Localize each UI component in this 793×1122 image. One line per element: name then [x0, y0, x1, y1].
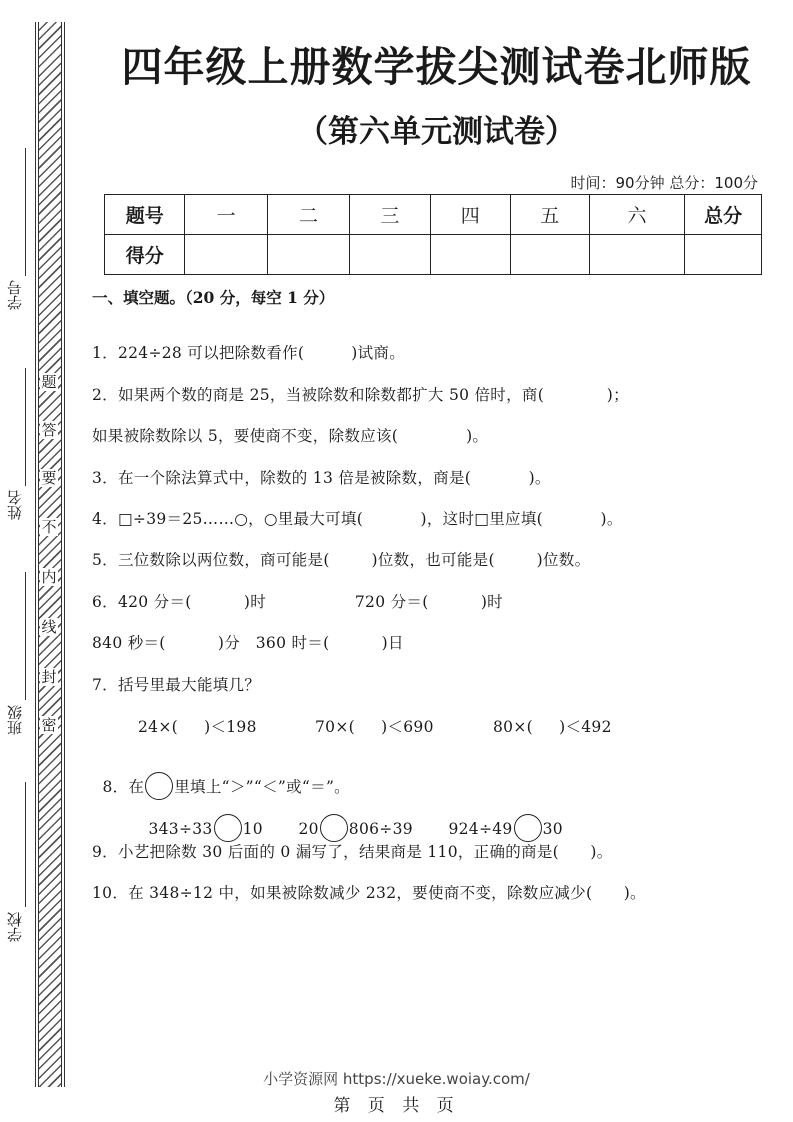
question-2-line-2: 如果被除数除以 5，要使商不变，除数应该( )。	[92, 427, 489, 445]
comparison-right: 30	[542, 820, 563, 838]
score-table-header-cell: 三	[350, 195, 430, 235]
margin-warning-char: 题	[41, 373, 57, 391]
score-cell[interactable]	[185, 235, 267, 275]
class-label: 班级	[6, 705, 24, 735]
question-7-item: 24×( )＜198	[138, 718, 257, 736]
school-line[interactable]	[25, 782, 26, 907]
question-6-line-2: 840 秒＝( )分 360 时＝( )日	[92, 634, 404, 652]
score-cell[interactable]	[511, 235, 590, 275]
question-7: 7．括号里最大能填几？	[92, 676, 261, 694]
score-cell[interactable]	[589, 235, 685, 275]
binding-hatch-strip	[38, 22, 62, 1087]
student-id-label: 学号	[6, 280, 24, 310]
question-8	[92, 756, 350, 802]
margin-warning-char: 封	[41, 668, 57, 686]
score-table-header-cell: 二	[267, 195, 349, 235]
score-table-header-cell: 一	[185, 195, 267, 235]
score-cell[interactable]	[430, 235, 510, 275]
time-score-info: 时间：90分钟 总分：100分	[570, 174, 758, 192]
question-2-line-1: 2．如果两个数的商是 25，当被除数和除数都扩大 50 倍时，商( )；	[92, 386, 629, 404]
comparison-right: 806÷39	[348, 820, 413, 838]
question-8-prefix: 8．在	[102, 778, 145, 796]
page-number: 第 页 共 页	[333, 1096, 460, 1116]
school-label: 学校	[6, 912, 24, 942]
score-table	[104, 194, 762, 275]
comparison-circle-icon	[145, 772, 173, 800]
comparison-right: 10	[242, 820, 263, 838]
comparison-circle-icon[interactable]	[214, 814, 242, 842]
margin-border-left	[35, 22, 36, 1087]
page-subtitle: （第六单元测试卷）	[297, 114, 576, 150]
score-table-header-cell: 题号	[105, 195, 185, 235]
class-line[interactable]	[25, 572, 26, 700]
question-8-item	[438, 798, 563, 844]
comparison-circle-icon[interactable]	[320, 814, 348, 842]
score-table-header-cell: 五	[511, 195, 590, 235]
comparison-circle-icon[interactable]	[514, 814, 542, 842]
score-table-header-cell: 四	[430, 195, 510, 235]
name-label: 姓名	[6, 490, 24, 520]
question-10: 10．在 348÷12 中，如果被除数减少 232，要使商不变，除数应减少( )。	[92, 884, 646, 902]
question-8-item	[138, 798, 263, 844]
score-table-header-cell: 总分	[685, 195, 762, 235]
margin-warning-char: 内	[41, 568, 57, 586]
margin-border-right	[64, 22, 65, 1087]
question-3: 3．在一个除法算式中，除数的 13 倍是被除数，商是( )。	[92, 469, 551, 487]
question-4: 4．□÷39＝25……○，○里最大可填( )，这时□里应填( )。	[92, 510, 623, 528]
score-table-score-row	[105, 235, 762, 275]
score-cell[interactable]	[267, 235, 349, 275]
score-row-label: 得分	[105, 235, 185, 275]
section-heading: 一、填空题。（20 分，每空 1 分）	[92, 288, 335, 307]
score-table-header-row	[105, 195, 762, 235]
student-id-line[interactable]	[25, 148, 26, 276]
margin-warning-char: 答	[41, 421, 57, 439]
score-cell[interactable]	[350, 235, 430, 275]
margin-warning-char: 不	[41, 518, 57, 536]
question-9: 9．小艺把除数 30 后面的 0 漏写了，结果商是 110，正确的商是( )。	[92, 843, 613, 861]
comparison-left: 924÷49	[448, 820, 513, 838]
name-line[interactable]	[25, 368, 26, 486]
question-8-suffix: 里填上“＞”“＜”或“＝”。	[174, 778, 350, 796]
source-watermark: 小学资源网 https://xueke.woiay.com/	[263, 1070, 530, 1088]
margin-warning-char: 线	[41, 618, 57, 636]
margin-warning-char: 要	[41, 469, 57, 487]
score-cell[interactable]	[685, 235, 762, 275]
question-8-item	[288, 798, 413, 844]
score-table-header-cell: 六	[589, 195, 685, 235]
question-5: 5．三位数除以两位数，商可能是( )位数，也可能是( )位数。	[92, 551, 591, 569]
margin-warning-char: 密	[41, 716, 57, 734]
comparison-left: 343÷33	[148, 820, 213, 838]
page-title: 四年级上册数学拔尖测试卷北师版	[121, 43, 752, 91]
comparison-left: 20	[298, 820, 319, 838]
question-7-item: 80×( )＜492	[493, 718, 612, 736]
question-1: 1．224÷28 可以把除数看作( )试商。	[92, 344, 406, 362]
question-7-item: 70×( )＜690	[315, 718, 434, 736]
question-6-line-1: 6．420 分＝( )时 720 分＝( )时	[92, 593, 503, 611]
